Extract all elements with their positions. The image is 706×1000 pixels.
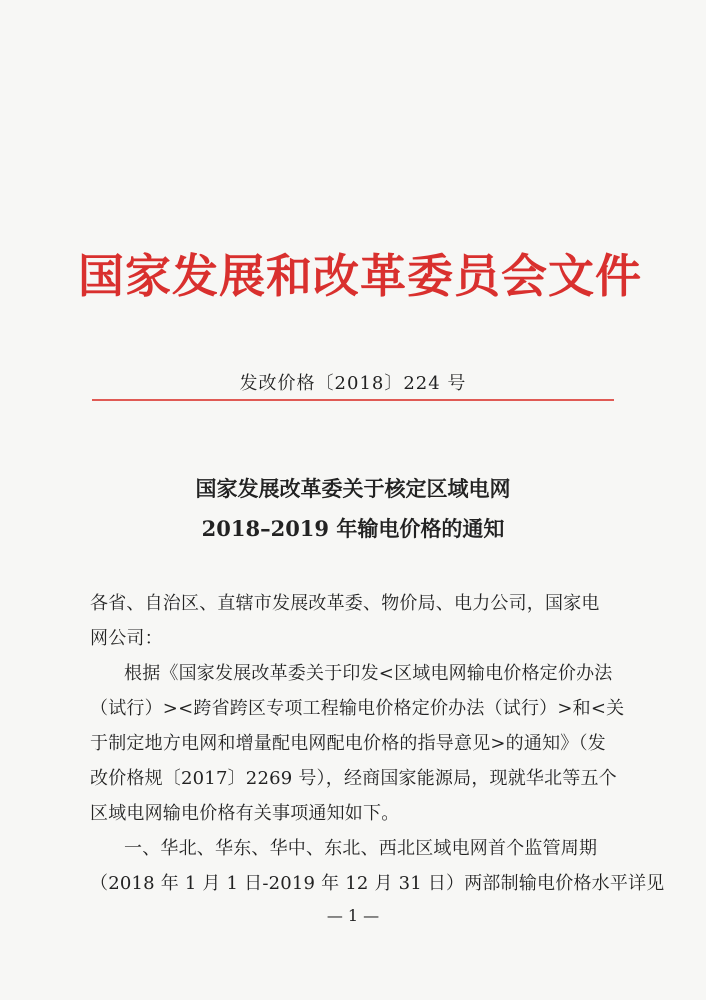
- red-divider-line: [92, 399, 614, 401]
- body-line-5: 于制定地方电网和增量配电网配电价格的指导意见>的通知》（发: [90, 733, 606, 754]
- body-line-9: （2018 年 1 月 1 日-2019 年 12 月 31 日）两部制输电价格水平详见: [90, 873, 665, 894]
- issuer-header-title: 国家发展和改革委员会文件: [78, 249, 642, 303]
- notice-title-line-2: 2018–2019 年输电价格的通知: [201, 516, 505, 541]
- body-line-7: 区域电网输电价格有关事项通知如下。: [90, 803, 400, 824]
- body-line-2: 网公司：: [90, 628, 163, 649]
- body-line-3: 根据《国家发展改革委关于印发<区域电网输电价格定价办法: [124, 663, 613, 684]
- body-line-4: （试行）><跨省跨区专项工程输电价格定价办法（试行）>和<关: [90, 698, 625, 719]
- body-line-1: 各省、自治区、直辖市发展改革委、物价局、电力公司，国家电: [90, 593, 600, 614]
- body-line-8: 一、华北、华东、华中、东北、西北区域电网首个监管周期: [124, 838, 598, 859]
- notice-title-line-1: 国家发展改革委关于核定区域电网: [195, 476, 511, 501]
- document-number: 发改价格〔2018〕224 号: [239, 373, 467, 394]
- body-line-6: 改价格规〔2017〕2269 号），经商国家能源局，现就华北等五个: [90, 768, 617, 789]
- page-number: — 1 —: [326, 906, 380, 925]
